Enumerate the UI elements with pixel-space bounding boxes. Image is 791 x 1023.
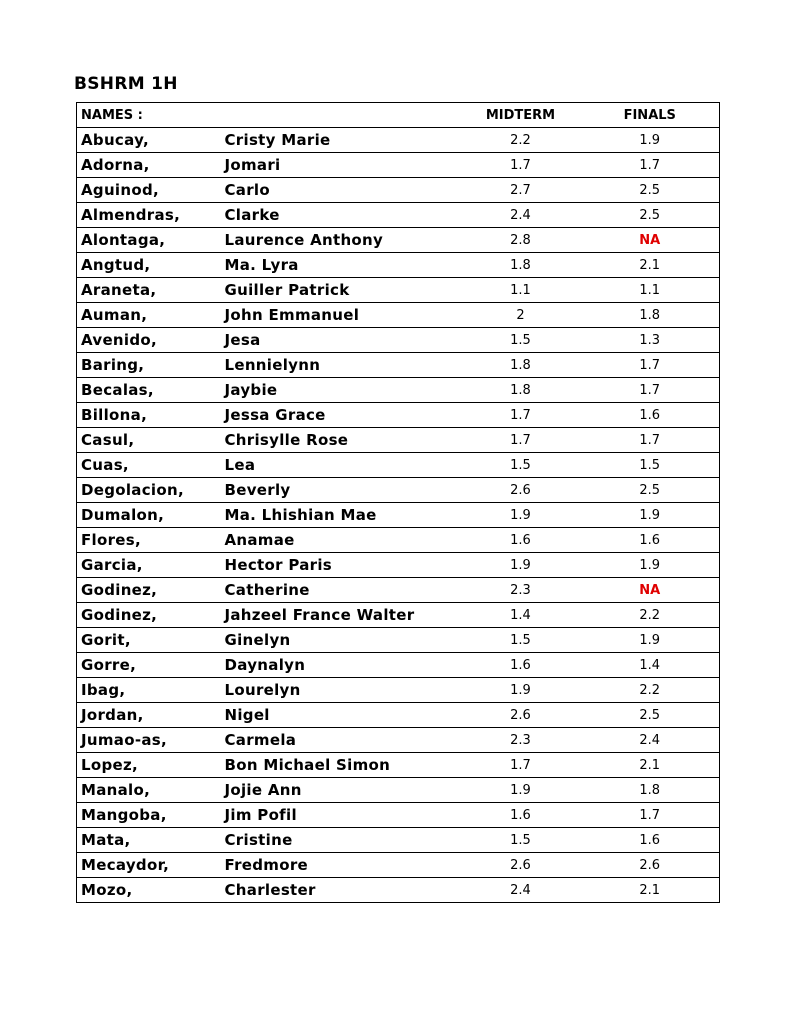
table-row <box>77 203 720 228</box>
last-name-cell: Mangoba, <box>77 803 221 828</box>
midterm-cell: 1.7 <box>459 153 579 178</box>
table-row <box>77 878 720 903</box>
finals-cell: 1.7 <box>579 378 720 403</box>
midterm-cell: 1.6 <box>459 803 579 828</box>
first-name-cell: Carlo <box>221 178 459 203</box>
first-name-cell: Guiller Patrick <box>221 278 459 303</box>
first-name-cell: Jomari <box>221 153 459 178</box>
last-name-cell: Manalo, <box>77 778 221 803</box>
finals-cell: 1.6 <box>579 528 720 553</box>
table-row <box>77 228 720 253</box>
last-name-cell: Becalas, <box>77 378 221 403</box>
finals-cell: 1.7 <box>579 353 720 378</box>
grades-table <box>76 102 720 903</box>
grades-table-body <box>77 103 720 903</box>
table-row <box>77 828 720 853</box>
first-name-cell: Jojie Ann <box>221 778 459 803</box>
last-name-cell: Ibag, <box>77 678 221 703</box>
table-row <box>77 378 720 403</box>
table-row <box>77 628 720 653</box>
first-name-cell: Cristine <box>221 828 459 853</box>
last-name-cell: Gorit, <box>77 628 221 653</box>
midterm-cell: 1.5 <box>459 628 579 653</box>
table-row <box>77 553 720 578</box>
last-name-cell: Mata, <box>77 828 221 853</box>
midterm-cell: 1.7 <box>459 428 579 453</box>
finals-cell: NA <box>579 228 720 253</box>
midterm-cell: 2.7 <box>459 178 579 203</box>
midterm-cell: 2.4 <box>459 203 579 228</box>
last-name-cell: Adorna, <box>77 153 221 178</box>
table-row <box>77 178 720 203</box>
first-name-cell: Daynalyn <box>221 653 459 678</box>
finals-cell: 1.9 <box>579 553 720 578</box>
last-name-cell: Jumao-as, <box>77 728 221 753</box>
first-name-cell: Bon Michael Simon <box>221 753 459 778</box>
last-name-cell: Casul, <box>77 428 221 453</box>
first-name-cell: Ma. Lyra <box>221 253 459 278</box>
midterm-cell: 1.1 <box>459 278 579 303</box>
header-names: NAMES : <box>77 103 221 128</box>
midterm-cell: 1.6 <box>459 528 579 553</box>
first-name-cell: Jessa Grace <box>221 403 459 428</box>
first-name-cell: Catherine <box>221 578 459 603</box>
finals-cell: 2.5 <box>579 178 720 203</box>
midterm-cell: 1.8 <box>459 378 579 403</box>
finals-cell: 1.7 <box>579 428 720 453</box>
last-name-cell: Auman, <box>77 303 221 328</box>
last-name-cell: Godinez, <box>77 603 221 628</box>
first-name-cell: Laurence Anthony <box>221 228 459 253</box>
first-name-cell: Chrisylle Rose <box>221 428 459 453</box>
finals-cell: 2.1 <box>579 253 720 278</box>
last-name-cell: Baring, <box>77 353 221 378</box>
finals-cell: 2.2 <box>579 603 720 628</box>
first-name-cell: Anamae <box>221 528 459 553</box>
table-row <box>77 803 720 828</box>
finals-cell: 2.6 <box>579 853 720 878</box>
last-name-cell: Jordan, <box>77 703 221 728</box>
header-spacer <box>221 103 459 128</box>
finals-cell: NA <box>579 578 720 603</box>
midterm-cell: 1.6 <box>459 653 579 678</box>
first-name-cell: Carmela <box>221 728 459 753</box>
last-name-cell: Abucay, <box>77 128 221 153</box>
last-name-cell: Cuas, <box>77 453 221 478</box>
table-row <box>77 303 720 328</box>
finals-cell: 2.1 <box>579 878 720 903</box>
midterm-cell: 1.5 <box>459 328 579 353</box>
last-name-cell: Mozo, <box>77 878 221 903</box>
finals-cell: 1.5 <box>579 453 720 478</box>
table-row <box>77 678 720 703</box>
table-row <box>77 853 720 878</box>
finals-cell: 1.9 <box>579 128 720 153</box>
finals-cell: 1.7 <box>579 803 720 828</box>
last-name-cell: Mecaydor, <box>77 853 221 878</box>
midterm-cell: 1.9 <box>459 778 579 803</box>
finals-cell: 1.7 <box>579 153 720 178</box>
first-name-cell: Lennielynn <box>221 353 459 378</box>
midterm-cell: 1.7 <box>459 753 579 778</box>
last-name-cell: Garcia, <box>77 553 221 578</box>
table-row <box>77 153 720 178</box>
page-title: BSHRM 1H <box>74 74 178 94</box>
first-name-cell: Cristy Marie <box>221 128 459 153</box>
midterm-cell: 2.2 <box>459 128 579 153</box>
first-name-cell: Fredmore <box>221 853 459 878</box>
midterm-cell: 2.3 <box>459 578 579 603</box>
midterm-cell: 1.9 <box>459 553 579 578</box>
first-name-cell: Nigel <box>221 703 459 728</box>
finals-cell: 1.6 <box>579 403 720 428</box>
last-name-cell: Godinez, <box>77 578 221 603</box>
last-name-cell: Aguinod, <box>77 178 221 203</box>
header-finals: FINALS <box>579 103 720 128</box>
midterm-cell: 1.7 <box>459 403 579 428</box>
table-row <box>77 253 720 278</box>
first-name-cell: Jim Pofil <box>221 803 459 828</box>
last-name-cell: Araneta, <box>77 278 221 303</box>
table-row <box>77 503 720 528</box>
first-name-cell: Ginelyn <box>221 628 459 653</box>
table-row <box>77 403 720 428</box>
finals-cell: 1.1 <box>579 278 720 303</box>
table-row <box>77 578 720 603</box>
last-name-cell: Almendras, <box>77 203 221 228</box>
header-midterm: MIDTERM <box>459 103 579 128</box>
first-name-cell: Jahzeel France Walter <box>221 603 459 628</box>
first-name-cell: Lea <box>221 453 459 478</box>
first-name-cell: Ma. Lhishian Mae <box>221 503 459 528</box>
finals-cell: 1.4 <box>579 653 720 678</box>
midterm-cell: 1.5 <box>459 453 579 478</box>
table-row <box>77 728 720 753</box>
last-name-cell: Gorre, <box>77 653 221 678</box>
finals-cell: 1.9 <box>579 628 720 653</box>
first-name-cell: Beverly <box>221 478 459 503</box>
first-name-cell: Lourelyn <box>221 678 459 703</box>
table-row <box>77 278 720 303</box>
table-row <box>77 778 720 803</box>
finals-cell: 1.3 <box>579 328 720 353</box>
midterm-cell: 2.8 <box>459 228 579 253</box>
first-name-cell: Clarke <box>221 203 459 228</box>
first-name-cell: Jaybie <box>221 378 459 403</box>
midterm-cell: 2.6 <box>459 478 579 503</box>
midterm-cell: 2.3 <box>459 728 579 753</box>
last-name-cell: Lopez, <box>77 753 221 778</box>
midterm-cell: 2 <box>459 303 579 328</box>
finals-cell: 2.5 <box>579 703 720 728</box>
first-name-cell: John Emmanuel <box>221 303 459 328</box>
midterm-cell: 1.5 <box>459 828 579 853</box>
finals-cell: 2.1 <box>579 753 720 778</box>
finals-cell: 2.2 <box>579 678 720 703</box>
table-row <box>77 353 720 378</box>
table-row <box>77 703 720 728</box>
last-name-cell: Avenido, <box>77 328 221 353</box>
table-row <box>77 603 720 628</box>
last-name-cell: Flores, <box>77 528 221 553</box>
table-row <box>77 128 720 153</box>
last-name-cell: Dumalon, <box>77 503 221 528</box>
first-name-cell: Charlester <box>221 878 459 903</box>
midterm-cell: 2.4 <box>459 878 579 903</box>
header-row <box>77 103 720 128</box>
finals-cell: 2.5 <box>579 478 720 503</box>
last-name-cell: Billona, <box>77 403 221 428</box>
midterm-cell: 1.8 <box>459 253 579 278</box>
finals-cell: 2.4 <box>579 728 720 753</box>
table-row <box>77 428 720 453</box>
table-row <box>77 653 720 678</box>
first-name-cell: Hector Paris <box>221 553 459 578</box>
finals-cell: 2.5 <box>579 203 720 228</box>
finals-cell: 1.9 <box>579 503 720 528</box>
midterm-cell: 2.6 <box>459 703 579 728</box>
midterm-cell: 1.9 <box>459 503 579 528</box>
first-name-cell: Jesa <box>221 328 459 353</box>
midterm-cell: 1.8 <box>459 353 579 378</box>
midterm-cell: 2.6 <box>459 853 579 878</box>
table-row <box>77 328 720 353</box>
last-name-cell: Alontaga, <box>77 228 221 253</box>
midterm-cell: 1.4 <box>459 603 579 628</box>
finals-cell: 1.8 <box>579 778 720 803</box>
table-row <box>77 753 720 778</box>
last-name-cell: Angtud, <box>77 253 221 278</box>
table-row <box>77 453 720 478</box>
midterm-cell: 1.9 <box>459 678 579 703</box>
table-row <box>77 478 720 503</box>
table-row <box>77 528 720 553</box>
finals-cell: 1.8 <box>579 303 720 328</box>
last-name-cell: Degolacion, <box>77 478 221 503</box>
finals-cell: 1.6 <box>579 828 720 853</box>
